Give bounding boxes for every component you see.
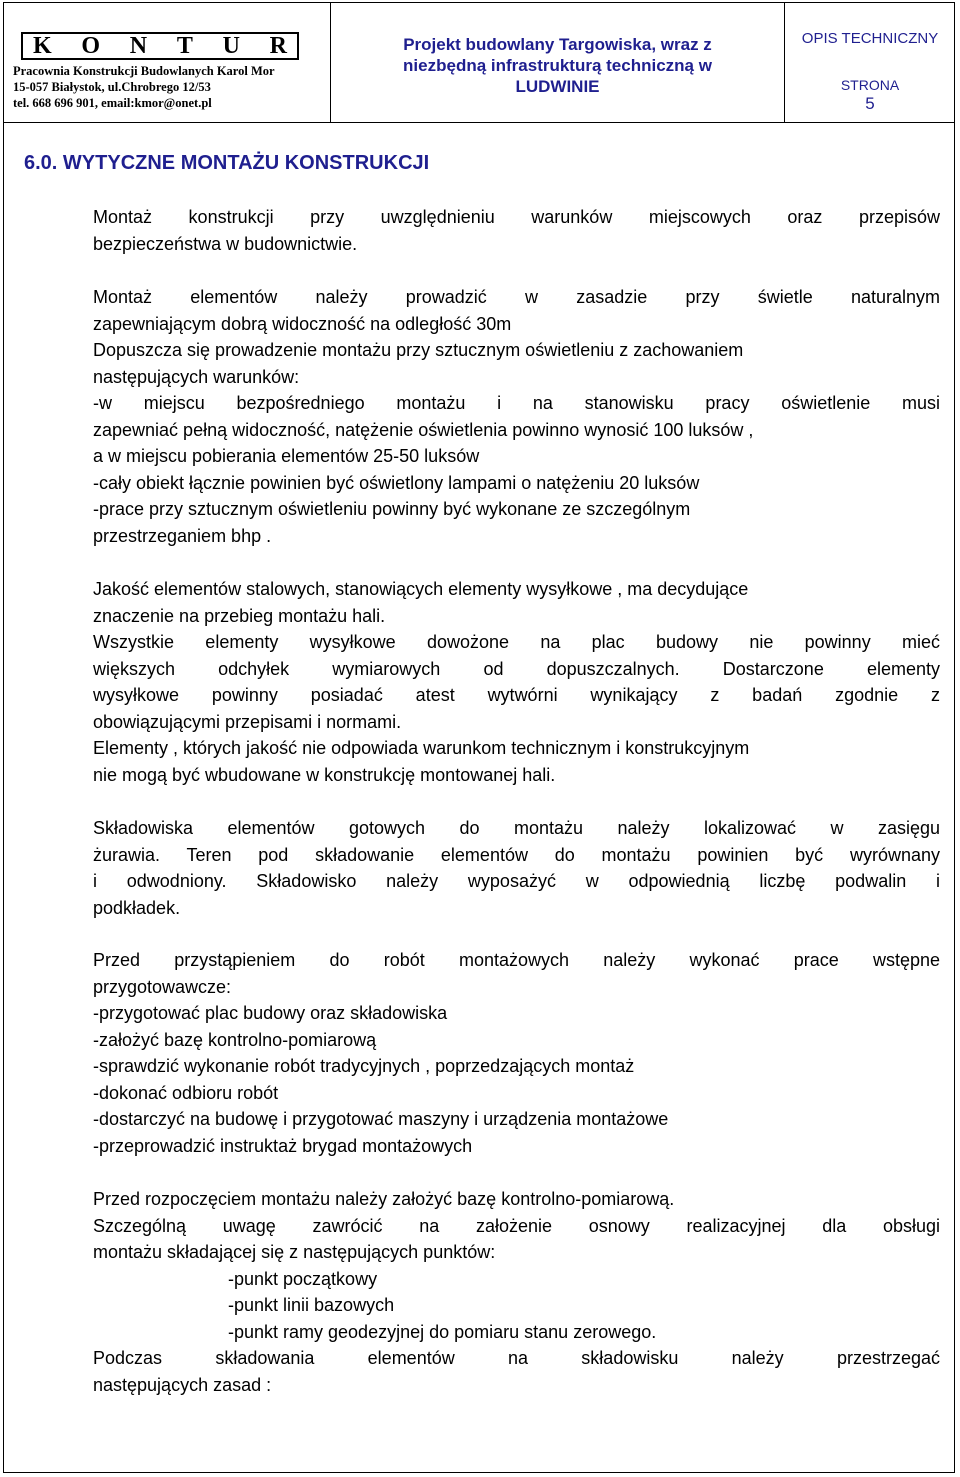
document-header	[3, 2, 955, 123]
logo-letter: N	[129, 32, 148, 59]
text-line: przestrzeganiem bhp .	[93, 525, 272, 546]
text-line: -prace przy sztucznym oświetleniu powinny być wykonane ze szczególnym	[93, 499, 691, 519]
text-line: znaczenie na przebieg montażu hali.	[93, 605, 386, 626]
section-title: 6.0. WYTYCZNE MONTAŻU KONSTRUKCJI	[24, 152, 430, 174]
text-line: Szczególną uwagę zawrócić na założenie osnowy realizacyjnej dla obsługi	[93, 1215, 940, 1236]
page-info-cell	[785, 2, 955, 122]
text-line: obowiązującymi przepisami i normami.	[93, 711, 402, 732]
text-line: zapewniać pełną widoczność, natężenie oświetlenia powinno wynosić 100 luksów ,	[93, 419, 754, 440]
text-line: Przed rozpoczęciem montażu należy założyć bazę kontrolno-pomiarową.	[93, 1189, 675, 1209]
text-line: -dostarczyć na budowę i przygotować maszyny i urządzenia montażowe	[93, 1109, 669, 1129]
text-line: większych odchyłek wymiarowych od dopuszczalnych. Dostarczone elementy	[93, 658, 940, 679]
text-line: -w miejscu bezpośredniego montażu i na stanowisku pracy oświetlenie musi	[93, 393, 940, 413]
text-line: Elementy , których jakość nie odpowiada warunkom technicznym i konstrukcyjnym	[93, 738, 750, 758]
kontur-logo	[21, 32, 299, 60]
page-label: STRONA	[840, 77, 900, 93]
paragraph-4	[93, 815, 940, 921]
logo-letter: K	[33, 32, 52, 59]
text-line: Dopuszcza się prowadzenie montażu przy sztucznym oświetleniu z zachowaniem	[93, 340, 744, 360]
logo-letter: U	[222, 32, 240, 59]
paragraph-1	[93, 204, 940, 257]
text-line: Wszystkie elementy wysyłkowe dowożone na plac budowy nie powinny mieć	[93, 632, 940, 652]
text-line: -punkt ramy geodezyjnej do pomiaru stanu zerowego.	[228, 1321, 657, 1342]
text-line: podkładek.	[93, 897, 181, 918]
project-title-line: LUDWINIE	[515, 77, 600, 96]
text-line: montażu składającej się z następujących punktów:	[93, 1242, 496, 1262]
text-line: wysyłkowe powinny posiadać atest wytwórni wynikający z badań zgodnie z	[93, 685, 940, 705]
logo-letter: T	[176, 32, 193, 59]
text-line: -przygotować plac budowy oraz składowiska	[93, 1003, 448, 1023]
logo-letter: R	[269, 32, 287, 59]
text-line: Montaż elementów należy prowadzić w zasadzie przy świetle naturalnym	[93, 287, 940, 307]
text-line: Montaż konstrukcji przy uwzględnieniu warunków miejscowych oraz przepisów	[93, 207, 940, 227]
text-line: Jakość elementów stalowych, stanowiących elementy wysyłkowe , ma decydujące	[93, 579, 749, 599]
project-title-line: Projekt budowlany Targowiska, wraz z	[403, 35, 712, 54]
text-line: żurawia. Teren pod składowanie elementów do montażu powinien być wyrównany	[93, 844, 940, 865]
text-line: -punkt początkowy	[228, 1268, 378, 1289]
firm-name: Pracownia Konstrukcji Budowlanych Karol Mor	[13, 64, 275, 78]
project-title-line: niezbędną infrastrukturą techniczną w	[403, 56, 712, 75]
firm-address: 15-057 Białystok, ul.Chrobrego 12/53	[13, 80, 211, 94]
firm-cell	[3, 2, 331, 122]
text-line: Składowiska elementów gotowych do montażu należy lokalizować w zasięgu	[93, 818, 940, 838]
text-line: następujących warunków:	[93, 366, 300, 387]
text-line: przygotowawcze:	[93, 976, 232, 997]
text-line: -cały obiekt łącznie powinien być oświetlony lampami o natężeniu 20 luksów	[93, 472, 700, 493]
paragraph-3	[93, 576, 940, 788]
paragraph-6	[93, 1186, 940, 1398]
paragraph-2	[93, 284, 940, 549]
text-line: bezpieczeństwa w budownictwie.	[93, 233, 358, 254]
text-line: następujących zasad :	[93, 1374, 272, 1395]
text-line: -dokonać odbioru robót	[93, 1082, 279, 1103]
text-line: -przeprowadzić instruktaż brygad montażowych	[93, 1135, 473, 1156]
text-line: Przed przystąpieniem do robót montażowych należy wykonać prace wstępne	[93, 950, 940, 970]
text-line: -założyć bazę kontrolno-pomiarową	[93, 1029, 377, 1050]
text-line: -sprawdzić wykonanie robót tradycyjnych , poprzedzających montaż	[93, 1056, 635, 1076]
text-line: -punkt linii bazowych	[228, 1295, 395, 1315]
paragraph-5	[93, 947, 940, 1159]
page-number: 5	[865, 94, 875, 113]
project-cell	[331, 2, 785, 122]
doc-type: OPIS TECHNICZNY	[801, 30, 939, 47]
project-title	[331, 34, 784, 97]
text-line: i odwodniony. Składowisko należy wyposażyć w odpowiednią liczbę podwalin i	[93, 871, 940, 891]
firm-contact: tel. 668 696 901, email:kmor@onet.pl	[13, 96, 212, 110]
logo-letter: O	[81, 32, 101, 59]
text-line: zapewniającym dobrą widoczność na odległość 30m	[93, 313, 512, 334]
text-line: nie mogą być wbudowane w konstrukcję montowanej hali.	[93, 764, 556, 785]
text-line: Podczas składowania elementów na składowisku należy przestrzegać	[93, 1348, 940, 1368]
text-line: a w miejscu pobierania elementów 25-50 luksów	[93, 446, 480, 466]
